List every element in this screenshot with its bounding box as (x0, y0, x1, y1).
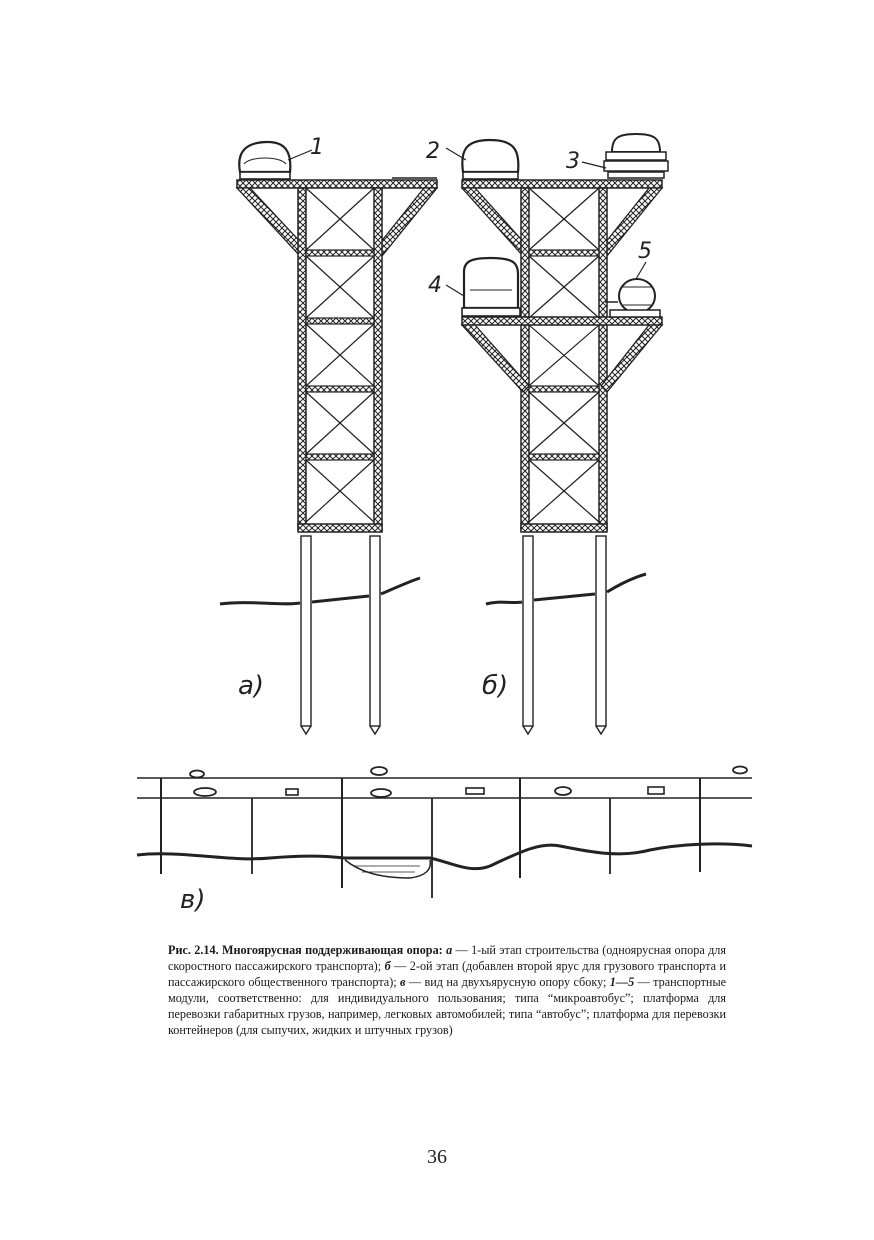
module-label-2: 2 (426, 139, 440, 164)
caption-text-range: — транспортные модули, соответственно: для индивидуального пользования; типа “микроавтобус”; платформа для перевозки габаритных грузов, например, легковых автомобилей; типа “автобус”; платформа для перевозки контейнеров (для сыпучих, жидких и штучных грузов) (168, 974, 727, 1037)
caption-marker-v: в (400, 974, 406, 989)
caption-text-v: — вид на двухъярусную опору сбоку; (408, 974, 607, 989)
caption-text-b: — 2-ой этап (добавлен второй ярус для грузового транспорта и пассажирского общественного транспорта); (168, 958, 726, 989)
page-number: 36 (427, 1146, 447, 1168)
side-view (137, 767, 752, 899)
tower-b (446, 134, 668, 734)
figure-caption (168, 943, 726, 1038)
panel-label-a: а) (238, 671, 265, 701)
panel-label-b: б) (482, 671, 509, 701)
caption-marker-range: 1—5 (609, 974, 635, 989)
module-label-4: 4 (428, 273, 442, 298)
caption-marker-a: а (446, 943, 453, 957)
caption-text-a: — 1-ый этап строительства (одноярусная опора для скоростного пассажирского транспорта); (168, 943, 726, 973)
caption-title: Многоярусная поддерживающая опора: (222, 943, 443, 957)
caption-marker-b: б (384, 958, 391, 973)
tower-a (220, 142, 437, 734)
module-label-5: 5 (638, 239, 652, 264)
figure-number: Рис. 2.14. (168, 943, 219, 957)
module-label-3: 3 (566, 149, 580, 174)
module-label-1: 1 (310, 135, 324, 160)
panel-label-v: в) (180, 885, 206, 915)
